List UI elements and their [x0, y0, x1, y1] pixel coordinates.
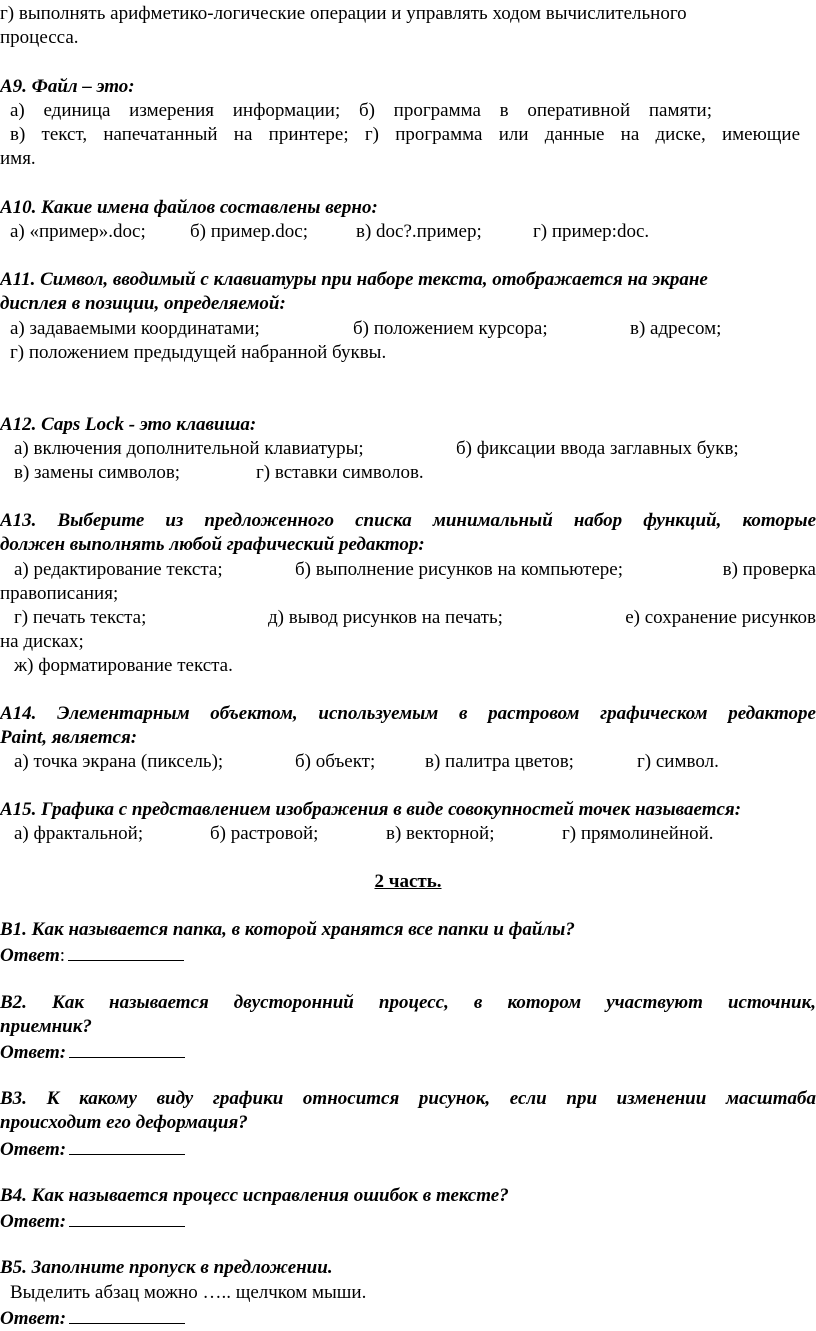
answer-label: Ответ:	[0, 1139, 67, 1160]
option: г) печать текста;	[14, 607, 147, 628]
question-a14: А14. Элементарным объектом, используемым в растровом графическом редакторе	[0, 703, 816, 724]
question-b3-cont: происходит его деформация?	[0, 1112, 248, 1133]
question-a13: А13. Выберите из предложенного списка минимальный набор функций, которые	[0, 510, 816, 531]
option: а) точка экрана (пиксель);	[14, 751, 224, 772]
question-a10: А10. Какие имена файлов составлены верно:	[0, 197, 378, 218]
option: а) редактирование текста;	[14, 559, 223, 580]
answer-line	[0, 1039, 816, 1065]
option: б) выполнение рисунков на компьютере;	[295, 559, 624, 580]
answer-line	[0, 1136, 816, 1162]
question-b2-cont: приемник?	[0, 1016, 92, 1037]
section-heading	[0, 870, 816, 894]
option: а) задаваемыми координатами;	[10, 318, 260, 339]
answer-label: Ответ	[0, 945, 60, 966]
question-b4: В4. Как называется процесс исправления ошибок в тексте?	[0, 1185, 509, 1206]
question-a14-cont: Paint, является:	[0, 727, 138, 748]
option: а) фрактальной;	[14, 823, 144, 844]
question-a12: А12. Caps Lock - это клавиша:	[0, 414, 257, 435]
option: г) вставки символов.	[256, 462, 424, 483]
question-b3: В3. К какому виду графики относится рисунок, если при изменении масштаба	[0, 1088, 816, 1109]
answer-options: г) положением предыдущей набранной буквы.	[10, 342, 387, 363]
answer-label: Ответ:	[0, 1042, 67, 1063]
question-a15: А15. Графика с представлением изображения в виде совокупностей точек называется:	[0, 799, 742, 820]
question-a11: А11. Символ, вводимый с клавиатуры при наборе текста, отображается на экране	[0, 269, 708, 290]
option: б) фиксации ввода заглавных букв;	[456, 438, 739, 459]
answer-label: Ответ:	[0, 1211, 67, 1232]
option: в) doc?.пример;	[356, 221, 482, 242]
option: г) символ.	[637, 751, 719, 772]
option: г) пример:doc.	[533, 221, 650, 242]
question-b5: В5. Заполните пропуск в предложении.	[0, 1257, 333, 1278]
answer-options: ж) форматирование текста.	[14, 655, 233, 676]
answer-blank[interactable]	[69, 1039, 185, 1058]
option: в) палитра цветов;	[425, 751, 574, 772]
option: е) сохранение рисунков	[625, 607, 816, 628]
option: в) проверка	[722, 559, 816, 580]
question-a9: А9. Файл – это:	[0, 76, 135, 97]
answer-colon: :	[59, 945, 65, 966]
option: б) объект;	[295, 751, 376, 772]
answer-blank[interactable]	[68, 942, 184, 961]
text-line: процесса.	[0, 27, 79, 48]
option: д) вывод рисунков на печать;	[268, 607, 503, 628]
option: б) положением курсора;	[353, 318, 548, 339]
answer-line	[0, 1305, 816, 1331]
option: а) включения дополнительной клавиатуры;	[14, 438, 364, 459]
text-line: Выделить абзац можно ….. щелчком мыши.	[10, 1282, 367, 1303]
option: б) пример.doc;	[190, 221, 308, 242]
option: г) прямолинейной.	[562, 823, 714, 844]
question-a11-cont: дисплея в позиции, определяемой:	[0, 293, 286, 314]
question-b1: В1. Как называется папка, в которой хранятся все папки и файлы?	[0, 919, 575, 940]
question-b2: В2. Как называется двусторонний процесс, в котором участвуют источник,	[0, 992, 816, 1013]
answer-line	[0, 1208, 816, 1234]
option: а) «пример».doc;	[10, 221, 146, 242]
text-line: на дисках;	[0, 631, 84, 652]
question-a13-cont: должен выполнять любой графический редактор:	[0, 534, 425, 555]
answer-options: в) текст, напечатанный на принтере; г) программа или данные на диске, имеющие	[10, 124, 800, 145]
answer-blank[interactable]	[69, 1305, 185, 1324]
option: в) векторной;	[386, 823, 495, 844]
answer-blank[interactable]	[69, 1136, 185, 1155]
text-line: правописания;	[0, 583, 119, 604]
option: в) замены символов;	[14, 462, 181, 483]
text-line: г) выполнять арифметико-логические операции и управлять ходом вычислительного	[0, 3, 687, 24]
answer-line	[0, 942, 816, 968]
option: в) адресом;	[630, 318, 722, 339]
text-line: имя.	[0, 148, 36, 169]
answer-label: Ответ:	[0, 1308, 67, 1329]
option: б) растровой;	[210, 823, 319, 844]
answer-options: а) единица измерения информации; б) программа в оперативной памяти;	[10, 100, 712, 121]
answer-blank[interactable]	[69, 1208, 185, 1227]
part-two-title: 2 часть.	[374, 871, 442, 892]
